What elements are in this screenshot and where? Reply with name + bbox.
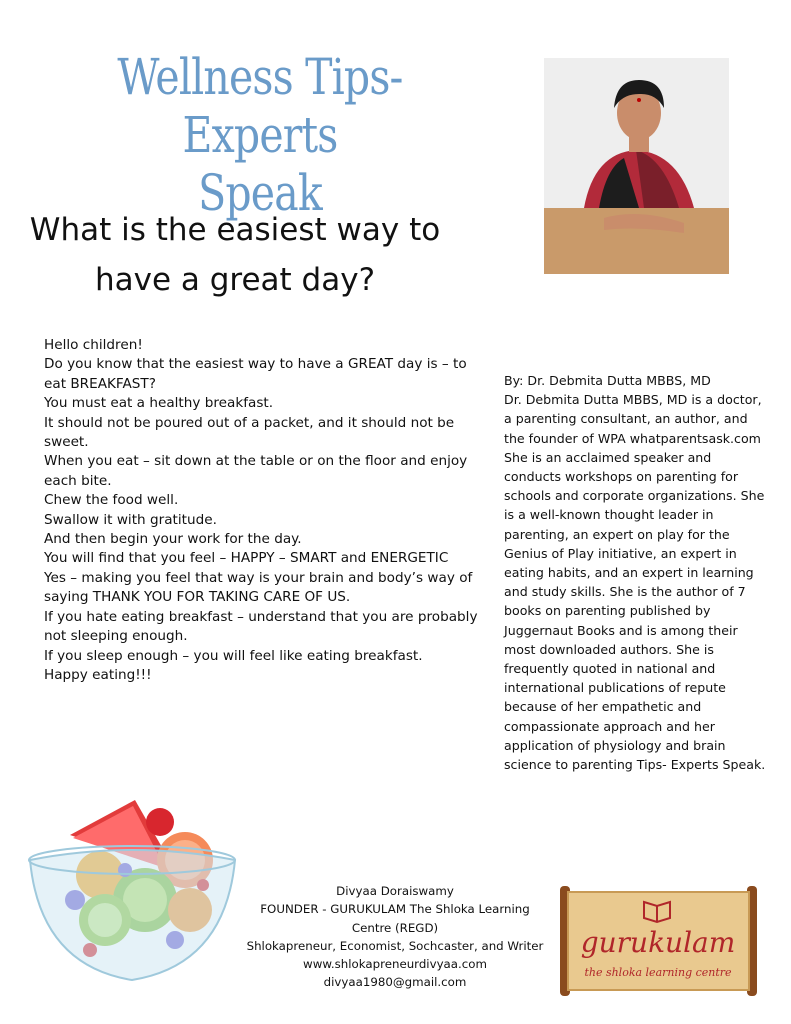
logo-name: gurukulam <box>580 926 736 959</box>
email-link[interactable]: divyaa1980@gmail.com <box>323 975 467 990</box>
article-line: You must eat a healthy breakfast. <box>44 395 274 412</box>
article-line: If you sleep enough – you will feel like eating breakfast. <box>44 647 423 664</box>
article-line: When you eat – sit down at the table or on the floor and enjoy each bite. <box>44 453 468 489</box>
founder-titles: Shlokapreneur, Economist, Sochcaster, and Writer <box>246 938 544 953</box>
headline-question <box>20 205 450 305</box>
author-bio-text: Dr. Debmita Dutta MBBS, MD is a doctor, a parenting consultant, an author, and the founder of WPA whatparentsask.com She is an acclaimed speaker and conducts workshops on parenting for schools and corporate organizations. She is a well-known thought leader in parenting, an expert on play for the Genius of Play initiative, an expert in eating habits, and an expert in learning and study skills. She is the author of 7 books on parenting published by Juggernaut Books and is among their most downloaded authors. She is frequently quoted in national and international publications of repute because of her empathetic and compassionate approach and her application of physiology and brain science to parenting Tips- Experts Speak. <box>504 392 766 773</box>
article-line: Chew the food well. <box>44 492 179 509</box>
article-line: And then begin your work for the day. <box>44 531 302 548</box>
article-line: If you hate eating breakfast – understand that you are probably not sleeping enough. <box>44 608 478 645</box>
fruit-bowl-illustration <box>25 790 240 990</box>
question-line-2: have a great day? <box>94 262 376 298</box>
article-line: Do you know that the easiest way to have a GREAT day is – to eat BREAKFAST? <box>44 356 467 392</box>
question-line-1: What is the easiest way to <box>29 212 441 248</box>
article-line: Happy eating!!! <box>44 666 152 683</box>
website-link[interactable]: www.shlokapreneurdivyaa.com <box>303 957 487 972</box>
article-line: Hello children! <box>44 337 143 353</box>
article-body <box>44 336 484 685</box>
author-bio <box>504 371 766 774</box>
founder-role: FOUNDER - GURUKULAM The Shloka Learning Centre (REGD) <box>260 902 530 935</box>
title-line-2: Speak <box>198 164 322 222</box>
article-line: You will find that you feel – HAPPY – SMART and ENERGETIC <box>44 550 449 567</box>
author-byline: By: Dr. Debmita Dutta MBBS, MD <box>504 373 711 388</box>
title-line-1: Wellness Tips- Experts <box>117 48 403 164</box>
gurukulam-logo <box>556 880 761 1002</box>
founder-name: Divyaa Doraiswamy <box>336 884 454 898</box>
article-line: Yes – making you feel that way is your brain and body’s way of saying THANK YOU FOR TAKING CARE OF US. <box>44 569 473 606</box>
logo-tagline: the shloka learning centre <box>584 966 732 979</box>
article-line: Swallow it with gratitude. <box>44 511 217 528</box>
article-line: It should not be poured out of a packet, and it should not be sweet. <box>44 414 455 451</box>
page-title <box>71 48 448 222</box>
author-photo <box>544 58 729 274</box>
footer-contact <box>246 882 544 992</box>
